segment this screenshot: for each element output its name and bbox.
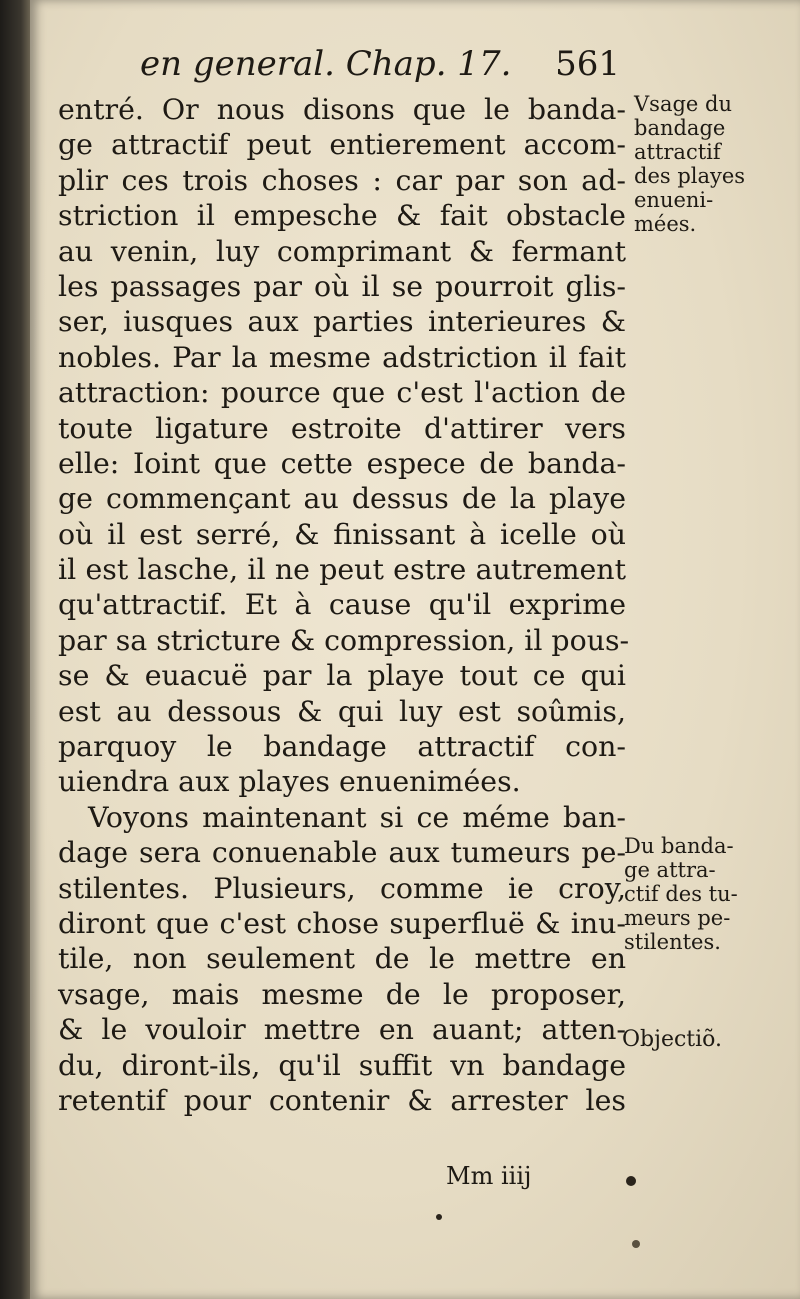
running-header <box>140 44 620 92</box>
margin-note-line: enueni- <box>634 188 714 212</box>
text-line: retentif pour contenir & arrester les <box>58 1083 626 1117</box>
margin-note-line: Du banda- <box>624 834 734 858</box>
margin-note-line: des playes <box>634 164 746 188</box>
margin-note-line: attractif <box>634 140 721 164</box>
margin-note-objection <box>622 1028 722 1052</box>
text-line: dage sera conuenable aux tumeurs pe- <box>58 836 626 870</box>
margin-note-usage <box>634 92 745 236</box>
running-title: en general. Chap. 17. <box>140 44 512 84</box>
text-line: vsage, mais mesme de le proposer, <box>58 977 626 1011</box>
text-line: uiendra aux playes enuenimées. <box>58 765 521 799</box>
text-line: ge commençant au dessus de la playe <box>58 482 626 516</box>
book-gutter <box>0 0 30 1299</box>
text-line: entré. Or nous disons que le banda- <box>58 93 626 126</box>
text-line: diront que c'est chose superfluë & inu- <box>58 906 626 940</box>
ink-blot <box>632 1240 640 1248</box>
margin-note-line: Objectiõ. <box>622 1027 723 1052</box>
text-line: il est lasche, il ne peut estre autrement <box>58 553 626 587</box>
text-line: se & euacuë par la playe tout ce qui <box>58 659 626 693</box>
main-text-block <box>58 92 630 1118</box>
text-line: Voyons maintenant si ce méme ban- <box>88 800 626 834</box>
text-line: au venin, luy comprimant & fermant <box>58 234 626 268</box>
ink-blot <box>436 1214 442 1220</box>
text-line: nobles. Par la mesme adstriction il fait <box>58 340 626 374</box>
text-line: elle: Ioint que cette espece de banda- <box>58 446 626 480</box>
margin-note-line: mées. <box>634 212 697 236</box>
text-line: attraction: pource que c'est l'action de <box>58 376 626 410</box>
text-line: où il est serré, & finissant à icelle où <box>58 517 626 551</box>
text-line: ser, iusques aux parties interieures & <box>58 305 626 339</box>
text-line: du, diront-ils, qu'il suffit vn bandage <box>58 1048 626 1082</box>
text-line: & le vouloir mettre en auant; atten- <box>58 1013 626 1047</box>
margin-note-line: meurs pe- <box>624 906 731 930</box>
text-line: toute ligature estroite d'attirer vers <box>58 411 626 445</box>
text-line: est au dessous & qui luy est soûmis, <box>58 694 626 728</box>
text-line: ge attractif peut entierement accom- <box>58 128 626 162</box>
text-line: qu'attractif. Et à cause qu'il exprime <box>58 588 626 622</box>
text-line: stilentes. Plusieurs, comme ie croy, <box>58 871 626 905</box>
text-line: par sa stricture & compression, il pous- <box>58 623 630 657</box>
text-line: parquoy le bandage attractif con- <box>58 730 626 764</box>
margin-note-line: bandage <box>634 116 726 140</box>
page-number: 561 <box>555 44 620 84</box>
signature-mark: Mm iiij <box>446 1162 532 1190</box>
text-line: tile, non seulement de le mettre en <box>58 942 626 976</box>
text-line: striction il empesche & fait obstacle <box>58 199 626 233</box>
text-line: les passages par où il se pourroit glis- <box>58 269 626 303</box>
margin-note-line: ctif des tu- <box>624 882 738 906</box>
ink-blot <box>626 1176 636 1186</box>
text-line: plir ces trois choses : car par son ad- <box>58 163 626 197</box>
margin-note-line: ge attra- <box>624 858 716 882</box>
margin-note-pestilent <box>624 834 738 954</box>
margin-note-line: stilentes. <box>624 930 721 954</box>
margin-note-line: Vsage du <box>634 92 732 116</box>
